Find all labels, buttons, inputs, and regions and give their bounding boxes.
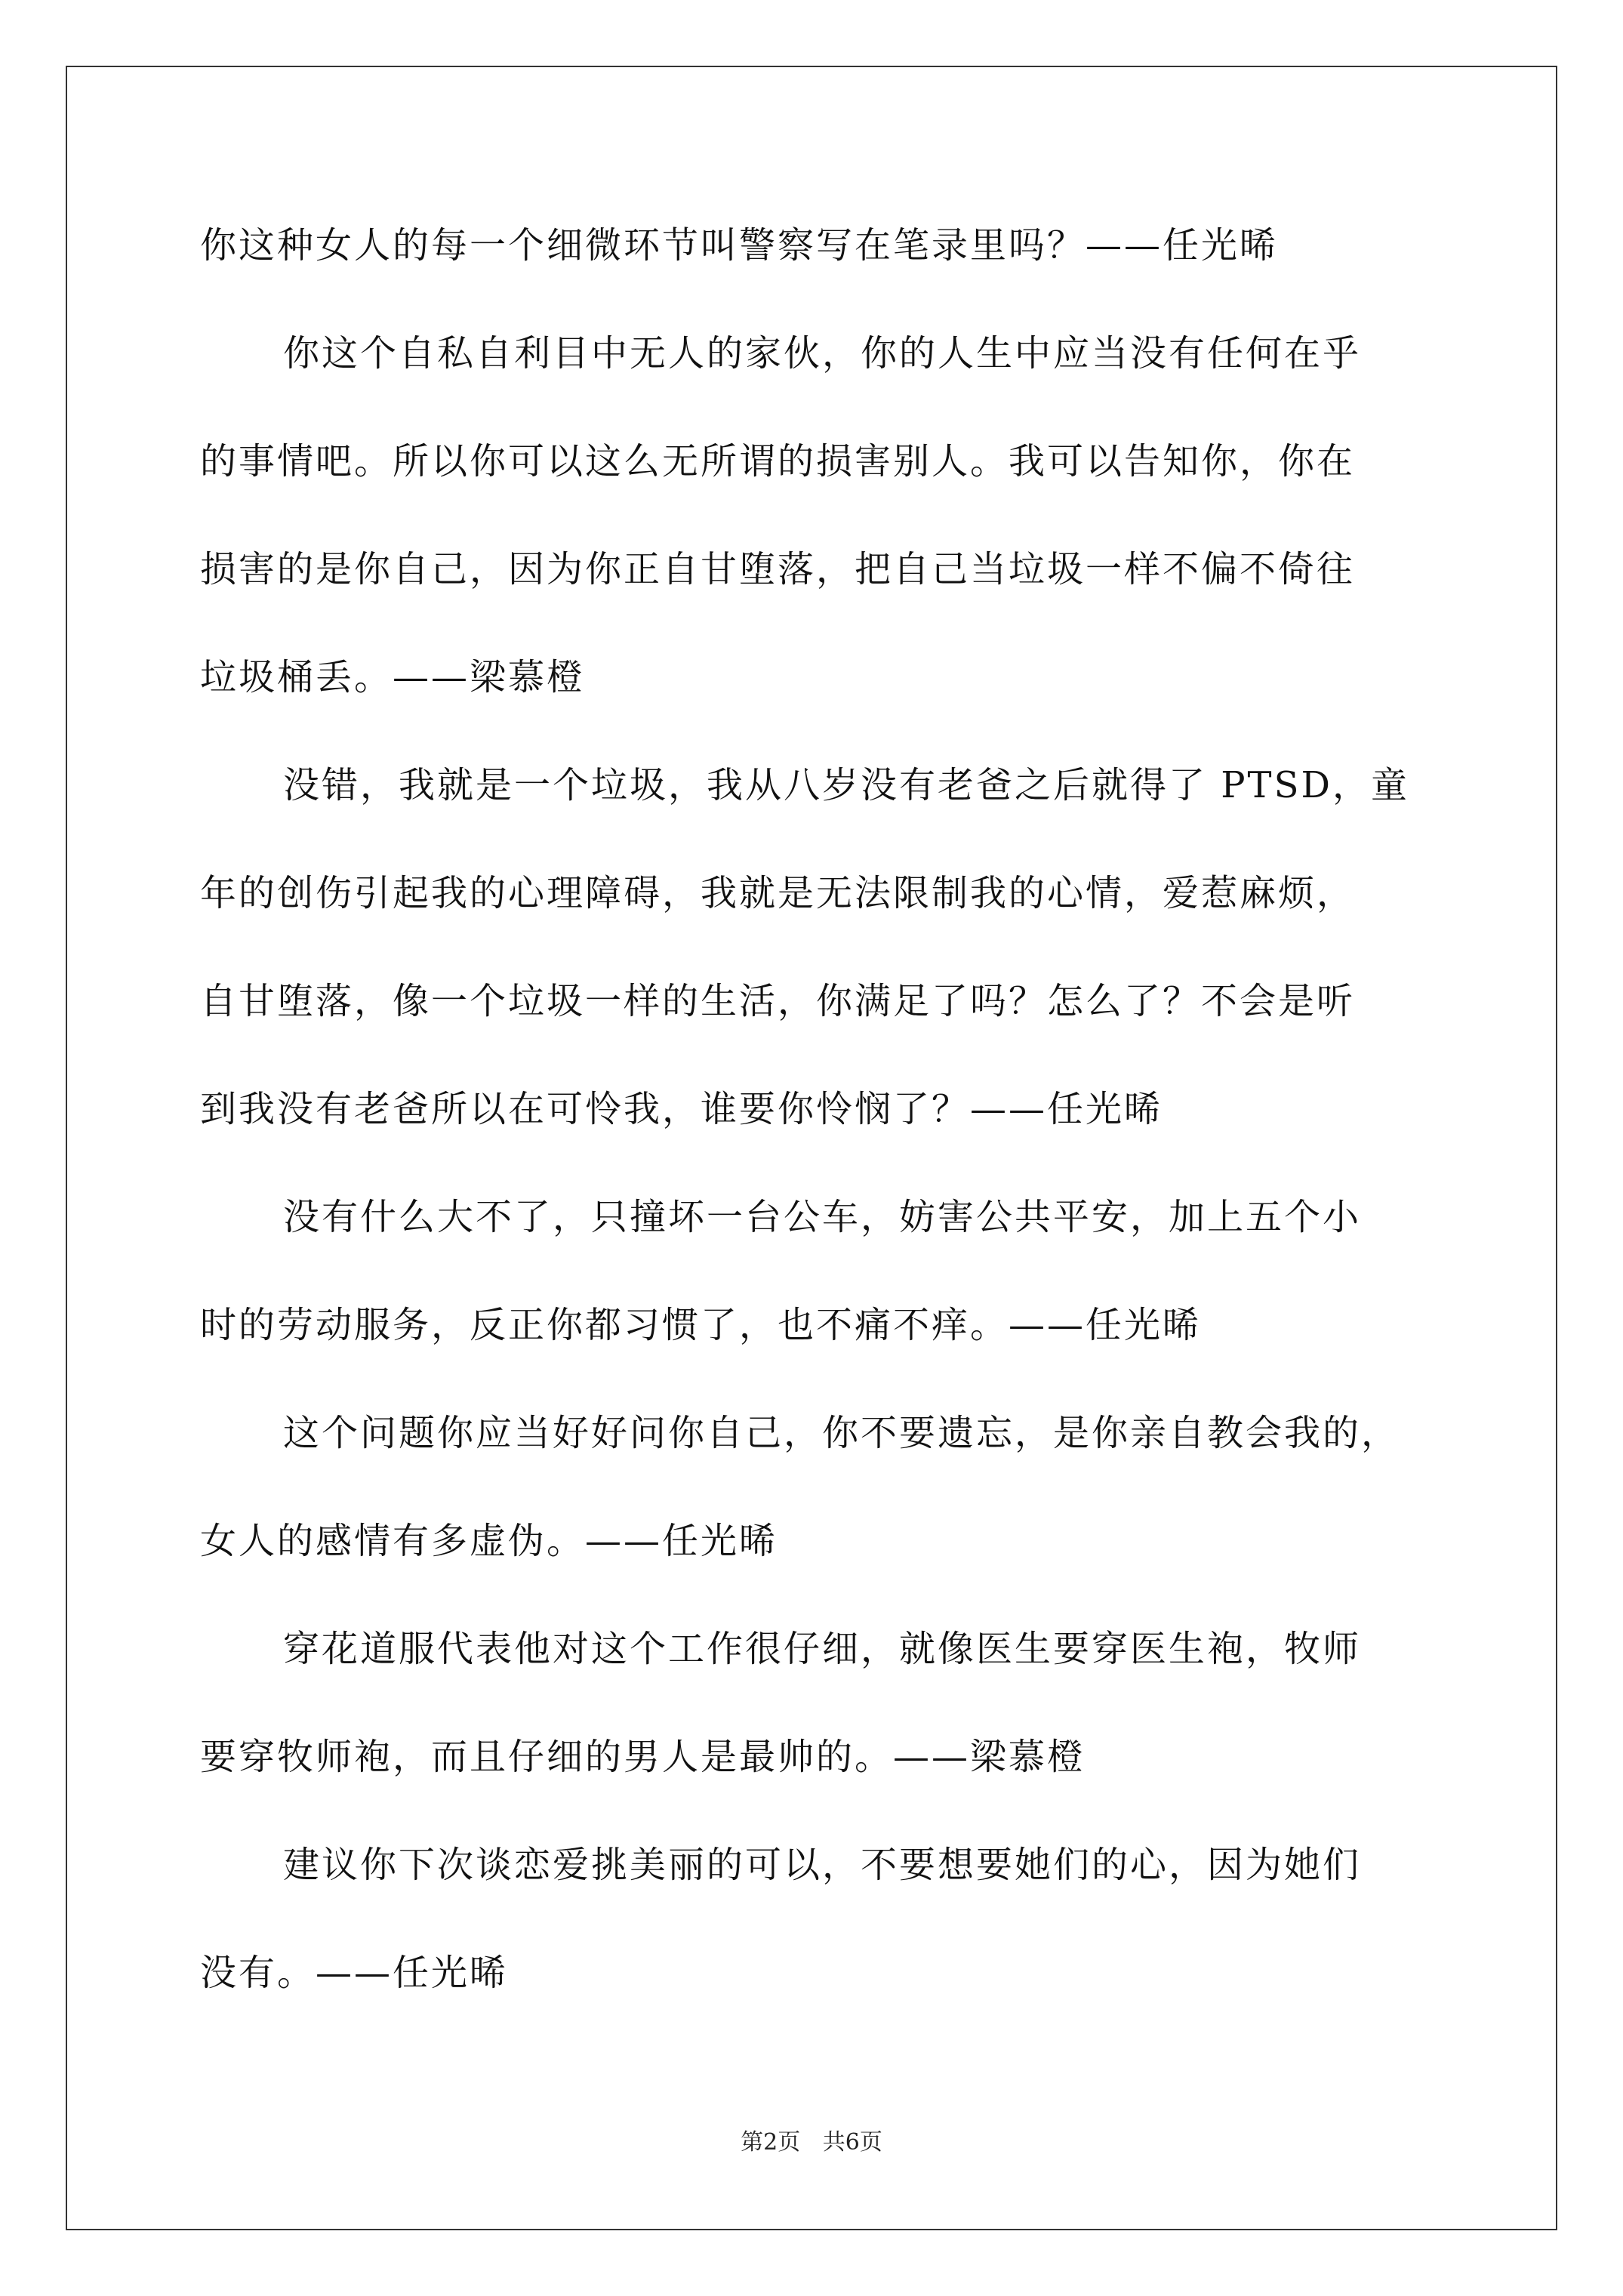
text-line: 到我没有老爸所以在可怜我，谁要你怜悯了？——任光晞 <box>200 1088 1163 1130</box>
text-line: 女人的感情有多虚伪。——任光晞 <box>200 1520 778 1562</box>
text-line: 穿花道服代表他对这个工作很仔细，就像医生要穿医生袍，牧师 <box>283 1628 1362 1670</box>
text-line: 你这个自私自利目中无人的家伙，你的人生中应当没有任何在乎 <box>283 332 1362 374</box>
text-line: 没有。——任光晞 <box>200 1952 509 1994</box>
text-line: 要穿牧师袍，而且仔细的男人是最帅的。——梁慕橙 <box>200 1736 1086 1778</box>
text-line: 你这种女人的每一个细微环节叫警察写在笔录里吗？——任光晞 <box>200 224 1279 267</box>
text-line: 时的劳动服务，反正你都习惯了，也不痛不痒。——任光晞 <box>200 1304 1202 1346</box>
text-line: 建议你下次谈恋爱挑美丽的可以，不要想要她们的心，因为她们 <box>283 1844 1362 1886</box>
text-line: 这个问题你应当好好问你自己，你不要遗忘，是你亲自教会我的， <box>283 1412 1400 1454</box>
text-line: 自甘堕落，像一个垃圾一样的生活，你满足了吗？怎么了？不会是听 <box>200 980 1356 1022</box>
page-border <box>66 66 1557 2230</box>
text-line: 的事情吧。所以你可以这么无所谓的损害别人。我可以告知你，你在 <box>200 440 1356 482</box>
text-line: 没错，我就是一个垃圾，我从八岁没有老爸之后就得了 PTSD，童 <box>283 764 1409 806</box>
text-line: 损害的是你自己，因为你正自甘堕落，把自己当垃圾一样不偏不倚往 <box>200 548 1356 590</box>
text-line: 垃圾桶丢。——梁慕橙 <box>200 656 586 698</box>
text-line: 没有什么大不了，只撞坏一台公车，妨害公共平安，加上五个小 <box>283 1196 1362 1238</box>
page-total: 共6页 <box>822 2129 882 2156</box>
page-number: 第2页 <box>741 2129 801 2156</box>
text-line: 年的创伤引起我的心理障碍，我就是无法限制我的心情，爱惹麻烦， <box>200 872 1356 914</box>
page-footer <box>0 2123 1623 2156</box>
